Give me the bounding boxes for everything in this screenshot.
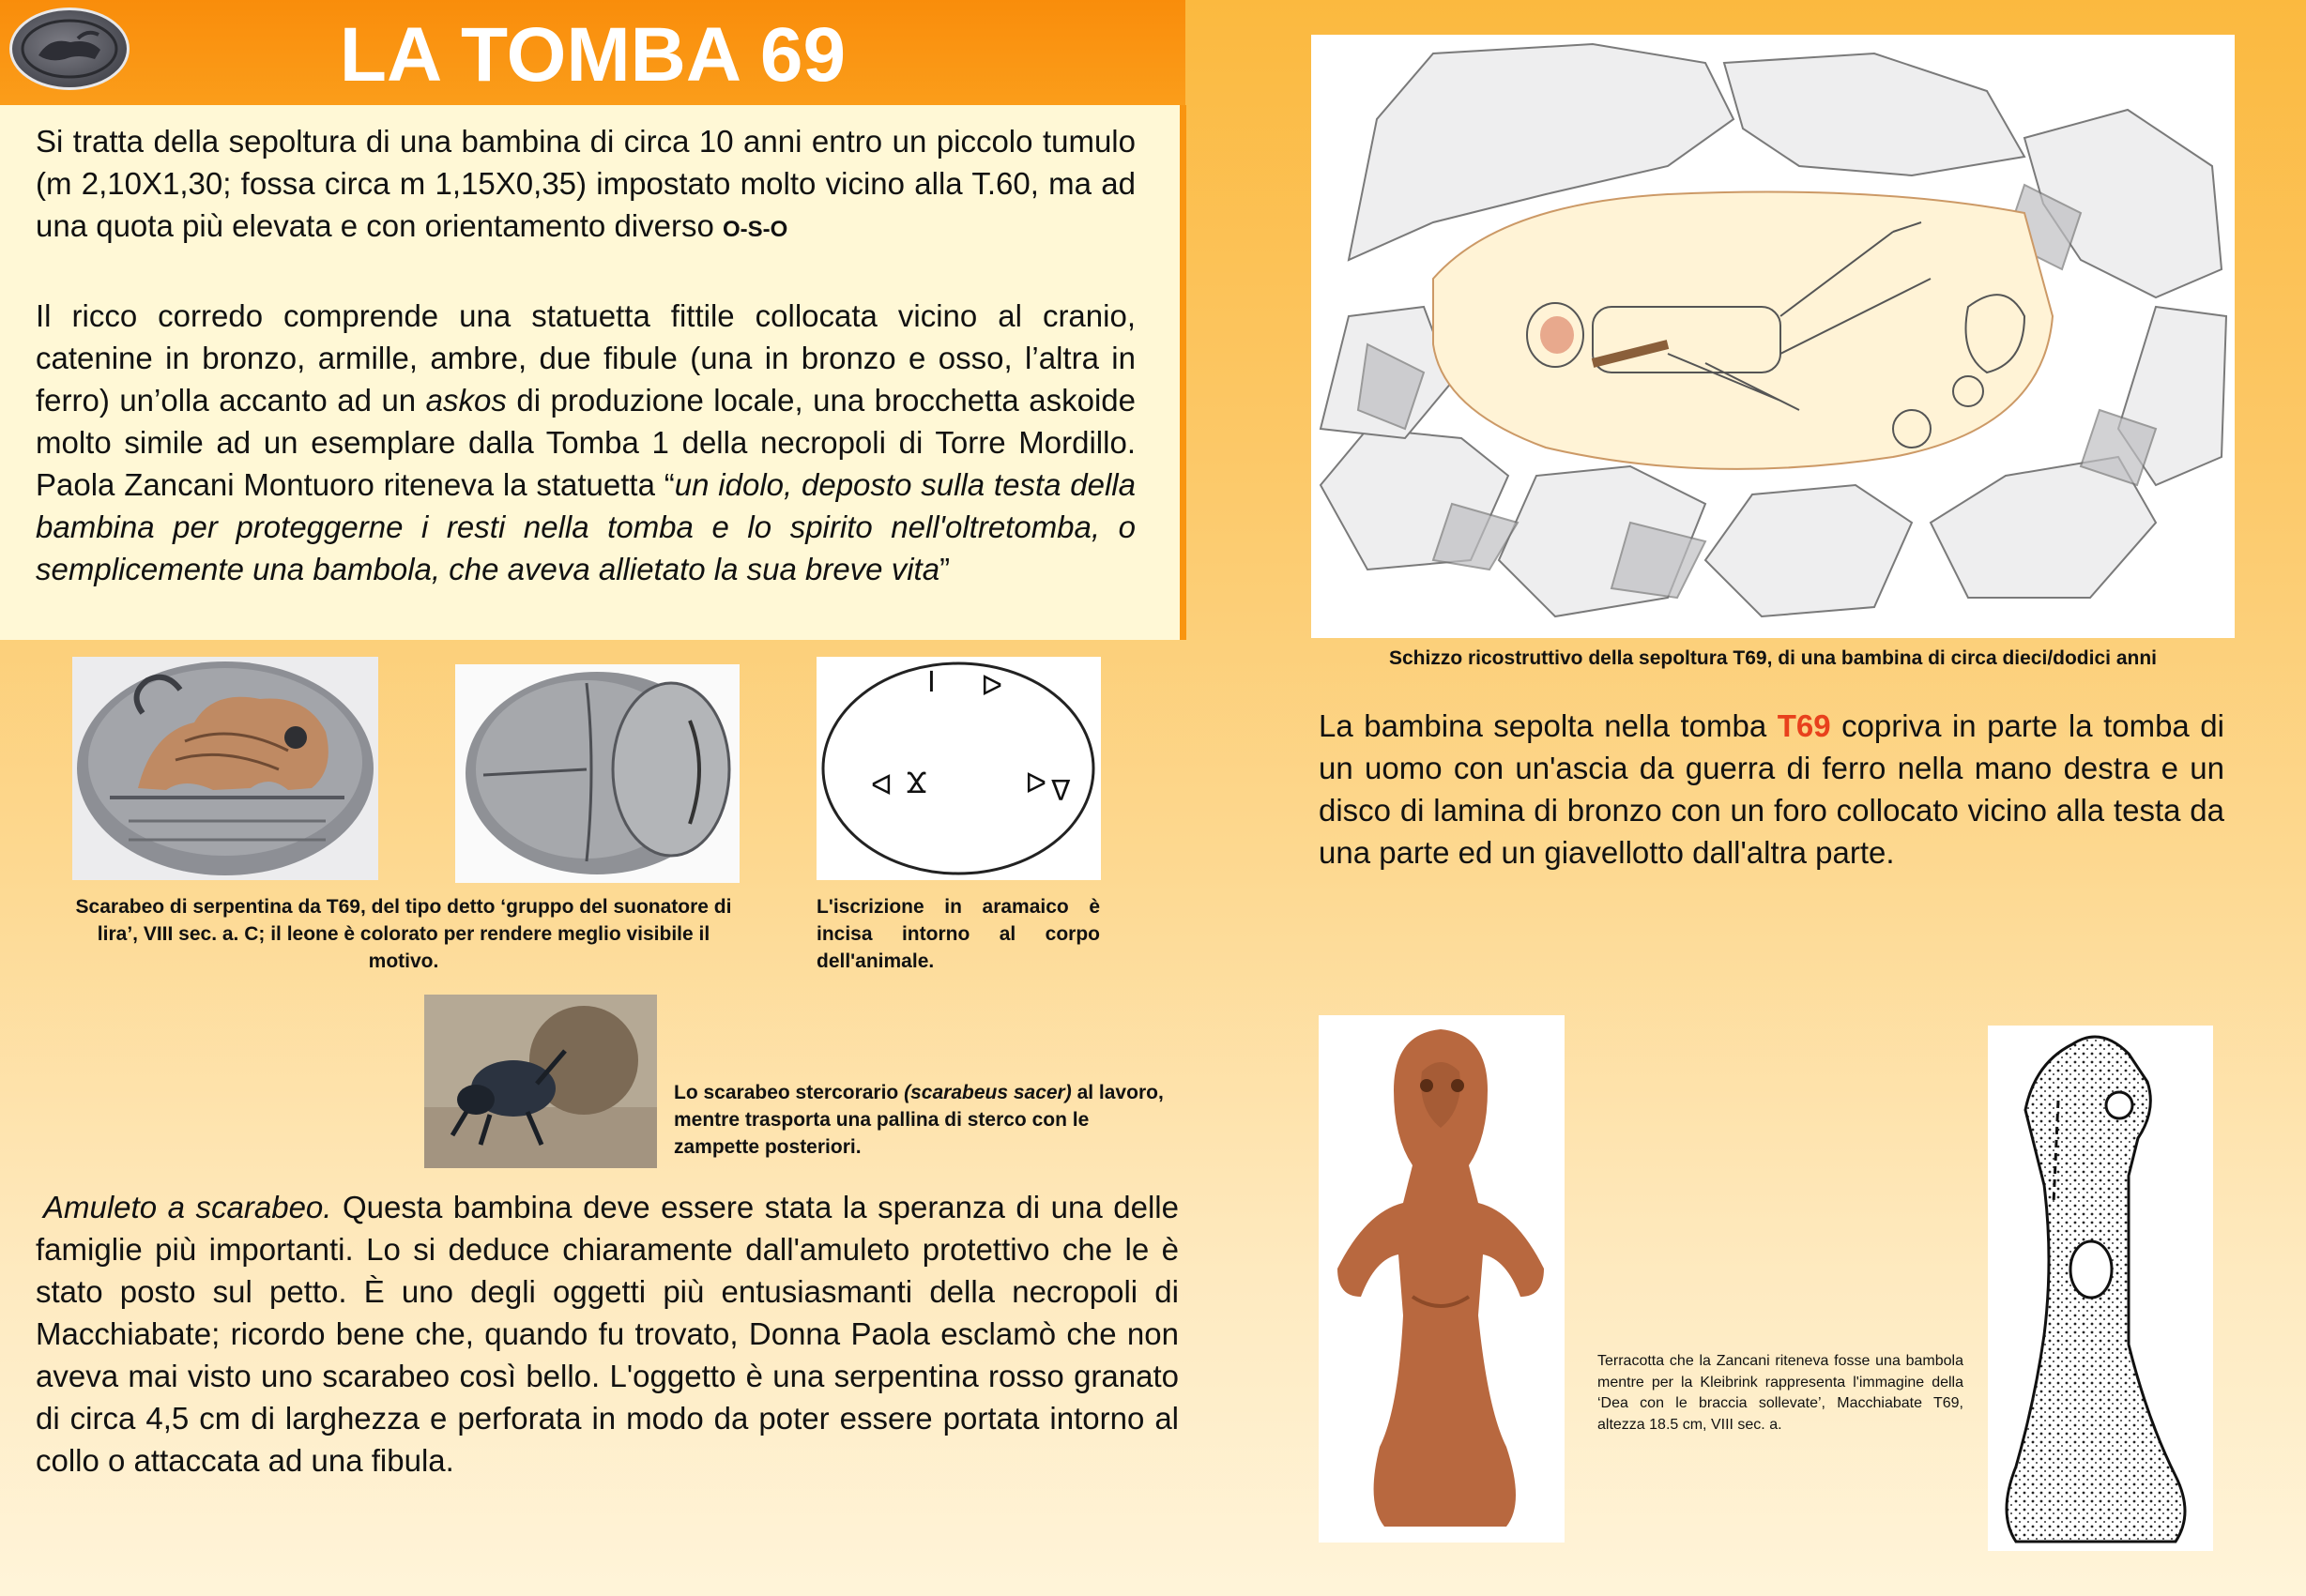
dung-beetle-photo bbox=[424, 995, 657, 1168]
askos-term: askos bbox=[425, 383, 507, 418]
intro-text-2a: Il ricco corredo comprende una statuetta fittile collocata vicino al cranio, catenine in bronzo, armille, ambre, due fibule (una in bronzo e osso, l’altra in ferro) un’olla accanto ad un bbox=[36, 298, 1136, 418]
inscription-caption: L'iscrizione in aramaico è incisa intorno al corpo dell'animale. bbox=[817, 896, 1100, 972]
tomb-code: T69 bbox=[1777, 708, 1831, 743]
tomb-text-a: La bambina sepolta nella tomba bbox=[1319, 708, 1778, 743]
beetle-caption-a: Lo scarabeo stercorario bbox=[674, 1082, 905, 1103]
page-title: LA TOMBA 69 bbox=[339, 12, 847, 98]
zancani-quote: un idolo, deposto sulla testa della bambina per proteggerne i resti nella tomba e lo spirito nell'oltretomba, o semplicemente una bambola, che aveva allietato la sua breve vita bbox=[36, 467, 1136, 586]
beetle-species: (scarabeus sacer) bbox=[904, 1082, 1072, 1103]
glyph-2: ᐅ bbox=[981, 670, 1003, 703]
terracotta-drawing bbox=[1988, 1026, 2213, 1551]
terracotta-photo bbox=[1319, 1015, 1565, 1543]
scarab-lion-photo bbox=[72, 657, 378, 880]
amulet-paragraph bbox=[36, 1186, 1179, 1482]
orientation-label: O-S-O bbox=[723, 217, 788, 242]
tomb-text-b: copriva in parte la tomba di un uomo con un'ascia da guerra di ferro nella mano destra e un disco di lamina di bronzo con un foro collocato vicino alla testa da una parte ed un giavellotto dall'altra parte. bbox=[1319, 708, 2224, 870]
tomb-description bbox=[1319, 705, 2224, 874]
intro-text-1: Si tratta della sepoltura di una bambina di circa 10 anni entro un piccolo tumulo (m 2,10X1,30; fossa circa m 1,15X0,35) impostato molto vicino alla T.60, ma ad una quota più elevata e con orientamento diverso bbox=[36, 124, 1136, 243]
amulet-text: Questa bambina deve essere stata la speranza di una delle famiglie più importanti. Lo si deduce chiaramente dall'amuleto protettivo che le è stato posto sul petto. È uno degli oggetti più entusiasmanti della necropoli di Macchiabate; ricordo bene che, quando fu trovato, Donna Paola esclamò che non aveva mai visto uno scarabeo così bello. L'oggetto è una serpentina rosso granato di circa 4,5 cm di larghezza e perforata in modo da poter essere portata intorno al collo o attaccata ad una fibula. bbox=[36, 1190, 1179, 1478]
scarab-caption: Scarabeo di serpentina da T69, del tipo detto ‘gruppo del suonatore di lira’, VIII sec. a. C; il leone è colorato per rendere meglio visibile il motivo. bbox=[75, 896, 732, 972]
intro-paragraph-2 bbox=[36, 295, 1136, 590]
terracotta-caption: Terracotta che la Zancani riteneva fosse una bambola mentre per la Kleibrink rappresenta l'immagine della ‘Dea con le braccia sollevate’, Macchiabate T69, altezza 18.5 cm, VIII sec. a. bbox=[1597, 1353, 1963, 1433]
glyph-1: I bbox=[927, 666, 936, 699]
glyph-4: Ϫ bbox=[906, 768, 928, 800]
beetle-caption-b: al lavoro, mentre trasporta una pallina di sterco con le zampette posteriori. bbox=[674, 1082, 1164, 1158]
glyph-3: ᐊ bbox=[871, 769, 893, 802]
quote-close: ” bbox=[939, 552, 951, 586]
intro-paragraph-1 bbox=[36, 120, 1136, 251]
intro-text-2b: di produzione locale, una brocchetta askoide molto simile ad un esemplare dalla Tomba 1 della necropoli di Torre Mordillo. Paola Zancani Montuoro riteneva la statuetta “ bbox=[36, 383, 1136, 502]
glyph-6: ᐁ bbox=[1051, 775, 1071, 808]
amulet-heading: Amuleto a scarabeo. bbox=[43, 1190, 332, 1224]
glyph-5: ᐅ bbox=[1025, 768, 1047, 800]
inscription-drawing bbox=[817, 657, 1101, 880]
beetle-caption bbox=[674, 1079, 1167, 1161]
sketch-caption: Schizzo ricostruttivo della sepoltura T69, di una bambina di circa dieci/dodici anni bbox=[1388, 647, 2157, 669]
burial-sketch bbox=[1311, 35, 2235, 638]
scarab-back-photo bbox=[455, 664, 740, 883]
